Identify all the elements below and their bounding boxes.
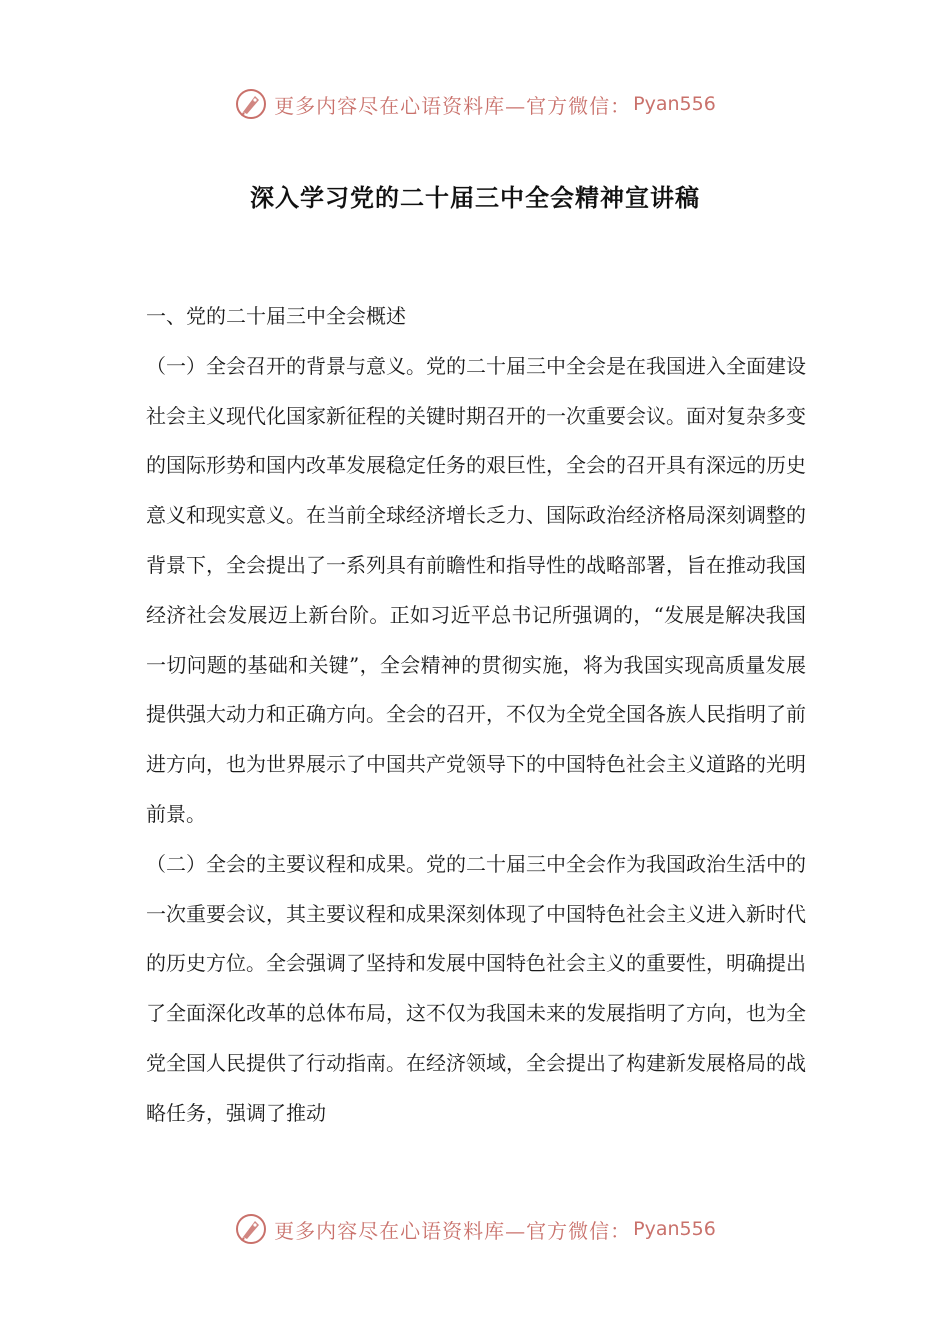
footer-watermark [0, 1209, 950, 1249]
watermark-text: 更多内容尽在心语资料库—官方微信： [274, 1218, 632, 1243]
paragraph: （二）全会的主要议程和成果。党的二十届三中全会作为我国政治生活中的一次重要会议，其主要议程和成果深刻体现了中国特色社会主义进入新时代的历史方位。全会强调了坚持和发展中国特色社会主义的重要性，明确提出了全面深化改革的总体布局，这不仅为我国未来的发展指明了方向，也为全党全国人民提供了行动指南。在经济领域，全会提出了构建新发展格局的战略任务，强调了推动 [146, 851, 806, 1125]
document-body [146, 292, 806, 1139]
pen-nib-logo-icon [234, 87, 268, 121]
paragraph: （一）全会召开的背景与意义。党的二十届三中全会是在我国进入全面建设社会主义现代化国家新征程的关键时期召开的一次重要会议。面对复杂多变的国际形势和国内改革发展稳定任务的艰巨性，全会的召开具有深远的历史意义和现实意义。在当前全球经济增长乏力、国际政治经济格局深刻调整的背景下，全会提出了一系列具有前瞻性和指导性的战略部署，旨在推动我国经济社会发展迈上新台阶。正如习近平总书记所强调的，“发展是解决我国一切问题的基础和关键”，全会精神的贯彻实施，将为我国实现高质量发展提供强大动力和正确方向。全会的召开，不仅为全党全国各族人民指明了前进方向，也为世界展示了中国共产党领导下的中国特色社会主义道路的光明前景。 [146, 353, 806, 826]
section-heading: 一、党的二十届三中全会概述 [146, 304, 406, 328]
document-title: 深入学习党的二十届三中全会精神宣讲稿 [250, 184, 700, 212]
header-watermark [0, 84, 950, 124]
watermark-text: 更多内容尽在心语资料库—官方微信： [274, 93, 632, 118]
watermark-wechat-id: Pyan556 [633, 1218, 716, 1240]
pen-nib-logo-icon [234, 1212, 268, 1246]
watermark-wechat-id: Pyan556 [633, 93, 716, 115]
